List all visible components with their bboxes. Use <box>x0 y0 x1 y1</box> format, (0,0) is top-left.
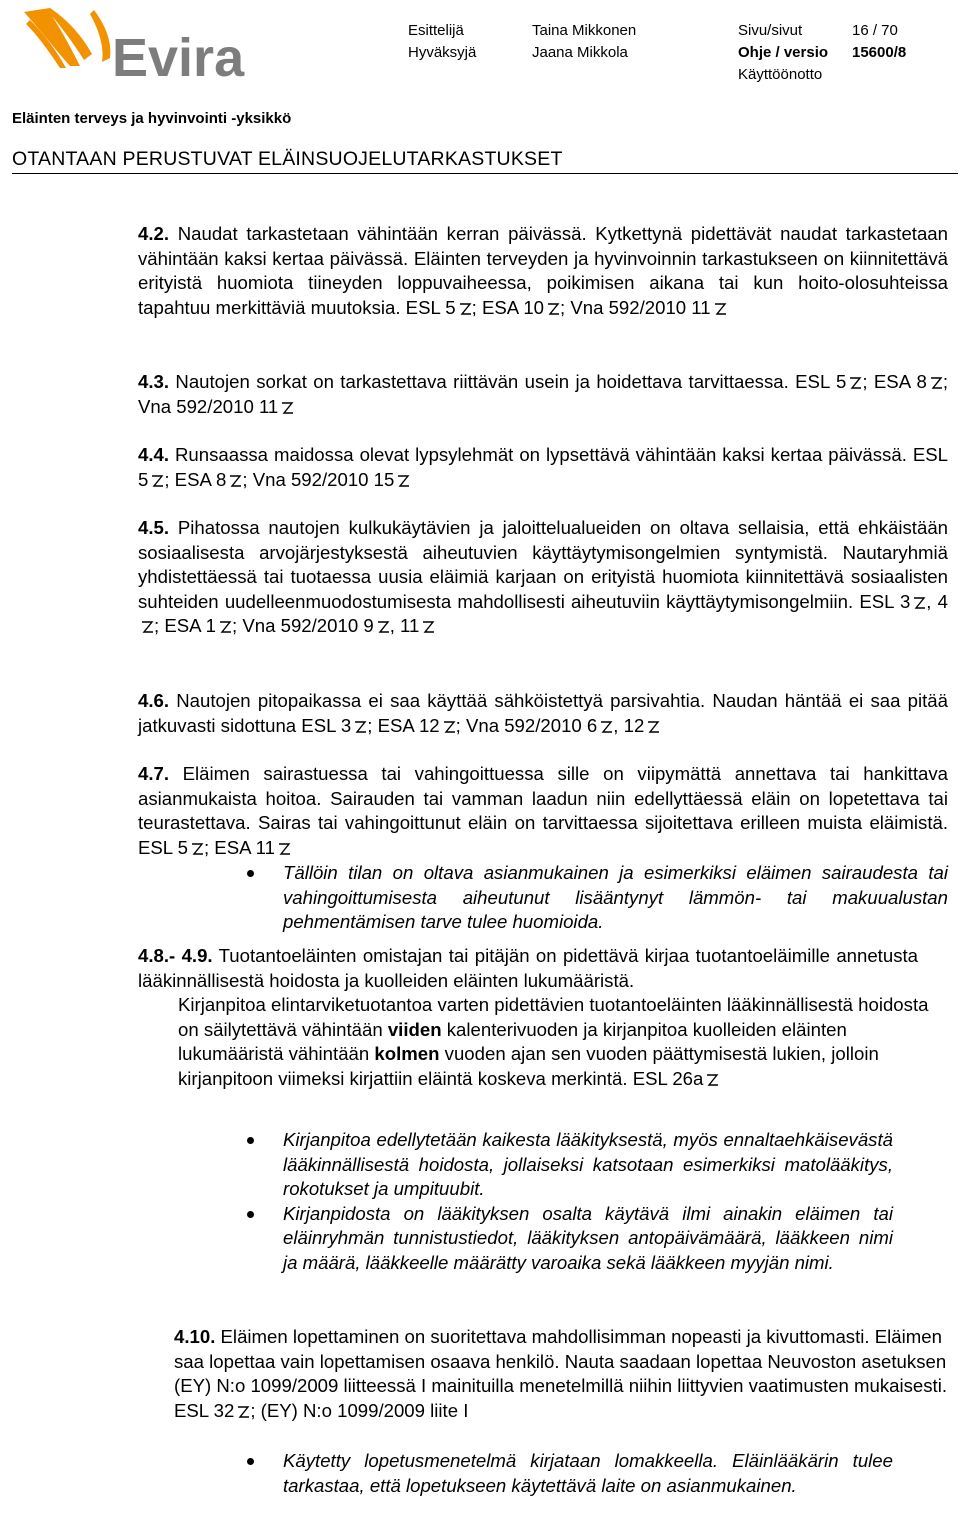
svg-text:Evira: Evira <box>112 28 245 84</box>
section-4-8-paragraph: Kirjanpitoa elintarviketuotantoa varten pidettävien tuotantoeläinten lääkinnällisestä hoidosta on säilytettävä vähintään viiden kalenterivuoden ja kirjanpitoa kuolleiden eläinten lukumääristä vähintään kolmen vuoden ajan sen vuoden päättymisestä lukien, jolloin kirjanpitoon viimeksi kirjattiin eläintä koskeva merkintä. ESL 26a <box>178 994 929 1089</box>
evira-logo <box>20 2 280 84</box>
link-arrow-icon[interactable] <box>849 373 862 389</box>
header-esittelija: Taina Mikkonen <box>532 22 637 39</box>
link-arrow-icon[interactable] <box>141 617 154 633</box>
section-text: Runsaassa maidossa olevat lypsylehmät on lypsettävä vähintään kaksi kertaa päivässä. ESL 5 <box>138 444 948 490</box>
section-text: Naudat tarkastetaan vähintään kerran päivässä. Kytkettynä pidettävät naudat tarkastetaan vähintään kaksi kertaa päivässä. Eläinten terveyden ja hyvinvoinnin tarkastukseen on kiinnitettävä erityistä huomiota tiineyden loppuvaiheessa, poikimisen aikana tai kun hoito-olosuhteissa tapahtuu merkittäviä muutoksia. ESL 5 <box>138 223 948 318</box>
link-arrow-icon[interactable] <box>151 471 164 487</box>
header-hyvaksyja-label: Hyväksyjä <box>408 44 477 61</box>
unit-name: Eläinten terveys ja hyvinvointi -yksikkö <box>12 110 292 127</box>
section-4-8-4-9 <box>138 944 918 993</box>
link-arrow-icon[interactable] <box>459 299 472 315</box>
link-arrow-icon[interactable] <box>647 717 660 733</box>
link-arrow-icon[interactable] <box>229 471 242 487</box>
section-4-10: 4.10. Eläimen lopettaminen on suoritettava mahdollisimman nopeasti ja kivuttomasti. Eläimen saa lopettaa vain lopettamisen osaava henkilö. Nauta saadaan lopettaa Neuvoston asetuksen (EY) N:o 1099/2009 liitteessä I mainituilla menetelmillä niihin liittyvien vaatimusten mukaisesti. ESL 32 ; (EY) N:o 1099/2009 liite I <box>174 1326 948 1421</box>
section-4-7: 4.7. Eläimen sairastuessa tai vahingoittuessa sille on viipymättä annettava tai hankittava asianmukaista hoitoa. Sairauden tai vamman laadun niin edellyttäessä eläin on lopetettava tai teurastettava. Sairas tai vahingoittunut eläin on tarvittaessa sijoitettava erilleen muista eläimistä. ESL 5 ; ESA 11 <box>138 763 948 858</box>
link-arrow-icon[interactable] <box>377 617 390 633</box>
bullet-icon <box>247 1137 254 1144</box>
link-arrow-icon[interactable] <box>281 398 294 414</box>
bullet-icon <box>247 1458 254 1465</box>
link-arrow-icon[interactable] <box>237 1402 250 1418</box>
section-number: 4.5. <box>138 517 170 538</box>
document-title: OTANTAAN PERUSTUVAT ELÄINSUOJELUTARKASTUKSET <box>12 148 563 170</box>
list-item: Kirjanpidosta on lääkityksen osalta käytävä ilmi ainakin eläimen tai eläinryhmän tunnistustiedot, lääkityksen antopäivämäärä, lääkkeen nimi ja määrä, lääkkeelle määrätty varoaika sekä lääkkeen myyjän nimi. <box>247 1202 893 1276</box>
bullet-icon <box>247 1211 254 1218</box>
link-arrow-icon[interactable] <box>354 717 367 733</box>
bullet-list-4-8 <box>247 1128 893 1275</box>
section-4-5: 4.5. Pihatossa nautojen kulkukäytävien ja jaloittelualueiden on oltava sellaisia, että ehkäistään sosiaalisesta arvojärjestyksestä aiheutuvien käyttäytymisongelmien syntymistä. Nautaryhmiä yhdistettäessä tai tuotaessa uusia eläimiä karjaan on erityistä huomiota kiinnitettävä sosiaalisten suhteiden uudelleenmuodostumisesta mahdollisesti aiheutuviin käyttäytymisongelmiin. ESL 3 , 4; ESA 1 ; Vna 592/2010 9 , 11 <box>138 517 948 636</box>
section-text: Eläimen lopettaminen on suoritettava mahdollisimman nopeasti ja kivuttomasti. Eläimen saa lopettaa vain lopettamisen osaava henkilö. Nauta saadaan lopettaa Neuvoston asetuksen (EY) N:o 1099/2009 liitteessä I mainituilla menetelmillä niihin liittyvien vaatimusten mukaisesti. ESL 32 <box>174 1326 948 1421</box>
link-arrow-icon[interactable] <box>913 593 926 609</box>
link-arrow-icon[interactable] <box>278 839 291 855</box>
list-item: Kirjanpitoa edellytetään kaikesta lääkityksestä, myös ennaltaehkäisevästä lääkinnällisestä hoidosta, jollaiseksi katsotaan esimerkiksi matolääkitys, rokotukset ja umpituubit. <box>247 1128 893 1202</box>
link-arrow-icon[interactable] <box>600 717 613 733</box>
section-number: 4.6. <box>138 690 170 711</box>
section-number: 4.3. <box>138 371 170 392</box>
header-version: 15600/8 <box>852 44 907 61</box>
section-number: 4.4. <box>138 444 170 465</box>
link-arrow-icon[interactable] <box>547 299 560 315</box>
link-arrow-icon[interactable] <box>706 1070 719 1086</box>
header-version-label: Ohje / versio <box>738 44 829 61</box>
link-arrow-icon[interactable] <box>714 299 727 315</box>
section-number: 4.10. <box>174 1326 216 1347</box>
bullet-icon <box>247 870 254 877</box>
header-page-label: Sivu/sivut <box>738 22 803 39</box>
link-arrow-icon[interactable] <box>443 717 456 733</box>
header-divider <box>12 173 958 174</box>
link-arrow-icon[interactable] <box>191 839 204 855</box>
section-text: Tuotantoeläinten omistajan tai pitäjän on pidettävä kirjaa tuotantoeläimille annetusta lääkinnällisestä hoidosta ja kuolleiden eläinten lukumääristä. <box>138 945 918 991</box>
link-arrow-icon[interactable] <box>930 373 943 389</box>
section-number: 4.8.- 4.9. <box>138 945 213 966</box>
section-4-4: 4.4. Runsaassa maidossa olevat lypsylehmät on lypsettävä vähintään kaksi kertaa päivässä. ESL 5 ; ESA 8 ; Vna 592/2010 15 <box>138 444 948 490</box>
link-arrow-icon[interactable] <box>422 617 435 633</box>
list-item: Tällöin tilan on oltava asianmukainen ja esimerkiksi eläimen sairaudesta tai vahingoittumisesta aiheutunut lisääntynyt lämmön- tai makuualustan pehmentämisen tarve tulee huomioida. <box>247 861 948 935</box>
section-4-3: 4.3. Nautojen sorkat on tarkastettava riittävän usein ja hoidettava tarvittaessa. ESL 5 ; ESA 8 ; Vna 592/2010 11 <box>138 371 948 417</box>
header-page: 16 / 70 <box>852 22 898 39</box>
header-esittelija-label: Esittelijä <box>408 22 464 39</box>
header-status: Käyttöönotto <box>738 66 823 83</box>
section-4-6: 4.6. Nautojen pitopaikassa ei saa käyttää sähköistettyä parsivahtia. Naudan häntää ei saa pitää jatkuvasti sidottuna ESL 3 ; ESA 12 ; Vna 592/2010 6 , 12 <box>138 690 948 736</box>
section-number: 4.7. <box>138 763 170 784</box>
section-4-2: 4.2. Naudat tarkastetaan vähintään kerran päivässä. Kytkettynä pidettävät naudat tarkastetaan vähintään kaksi kertaa päivässä. Eläinten terveyden ja hyvinvoinnin tarkastukseen on kiinnitettävä erityistä huomiota tiineyden loppuvaiheessa, poikimisen aikana tai kun hoito-olosuhteissa tapahtuu merkittäviä muutoksia. ESL 5 ; ESA 10 ; Vna 592/2010 11 <box>138 223 948 318</box>
section-text: Pihatossa nautojen kulkukäytävien ja jaloittelualueiden on oltava sellaisia, että ehkäistään sosiaalisesta arvojärjestyksestä aiheutuvien käyttäytymisongelmien syntymistä. Nautaryhmiä yhdistettäessä tai tuotaessa uusia eläimiä karjaan on erityistä huomiota kiinnitettävä sosiaalisten suhteiden uudelleenmuodostumisesta mahdollisesti aiheutuviin käyttäytymisongelmiin. ESL 3 <box>138 517 948 612</box>
bullet-list-4-10 <box>247 1449 893 1498</box>
section-text: Eläimen sairastuessa tai vahingoittuessa sille on viipymättä annettava tai hankittava asianmukaista hoitoa. Sairauden tai vamman laadun niin edellyttäessä eläin on lopetettava tai teurastettava. Sairas tai vahingoittunut eläin on tarvittaessa sijoitettava erilleen muista eläimistä. ESL 5 <box>138 763 948 858</box>
section-number: 4.2. <box>138 223 170 244</box>
link-arrow-icon[interactable] <box>219 617 232 633</box>
list-item: Käytetty lopetusmenetelmä kirjataan lomakkeella. Eläinlääkärin tulee tarkastaa, että lopetukseen käytettävä laite on asianmukainen. <box>247 1449 893 1498</box>
link-arrow-icon[interactable] <box>397 471 410 487</box>
section-text: Nautojen pitopaikassa ei saa käyttää sähköistettyä parsivahtia. Naudan häntää ei saa pitää jatkuvasti sidottuna ESL 3 <box>138 690 948 736</box>
section-text: Nautojen sorkat on tarkastettava riittävän usein ja hoidettava tarvittaessa. ESL 5 <box>175 371 847 392</box>
bullet-list-4-7 <box>247 861 948 935</box>
header-hyvaksyja: Jaana Mikkola <box>532 44 628 61</box>
